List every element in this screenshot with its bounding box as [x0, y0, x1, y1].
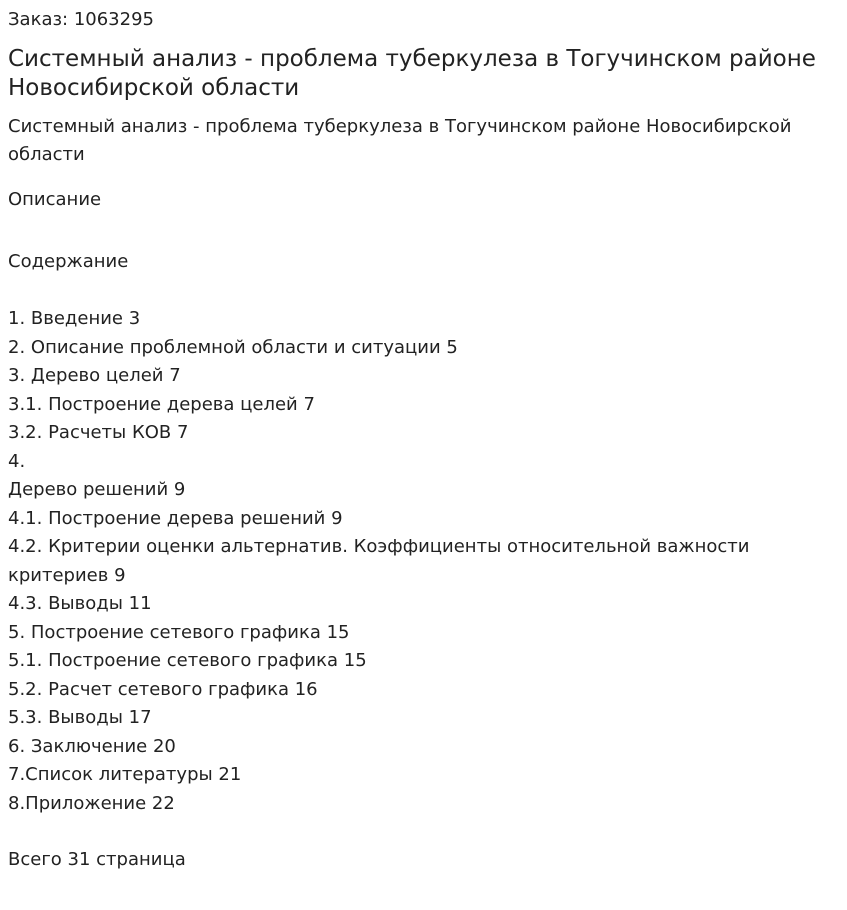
toc-item: 3. Дерево целей 7: [8, 365, 181, 386]
toc-item: 5.3. Выводы 17: [8, 707, 152, 728]
toc-item: 5.1. Построение сетевого графика 15: [8, 650, 367, 671]
toc-item: 6. Заключение 20: [8, 735, 176, 757]
toc-item: 5.2. Расчет сетевого графика 16: [8, 678, 318, 700]
document-subtitle: Системный анализ - проблема туберкулеза в Тогучинском районе Новосибирской области: [8, 116, 792, 165]
total-pages: Всего 31 страница: [8, 849, 186, 870]
toc-item: 4.1. Построение дерева решений 9: [8, 507, 343, 529]
toc-item: 4.2. Критерии оценки альтернатив. Коэффициенты относительной важности критериев 9: [8, 536, 750, 586]
toc-item: 2. Описание проблемной области и ситуации 5: [8, 336, 458, 358]
description-heading: Описание: [8, 189, 102, 210]
toc-item: 3.1. Построение дерева целей 7: [8, 393, 315, 415]
order-number: Заказ: 1063295: [8, 9, 154, 30]
toc-item: Дерево решений 9: [8, 479, 186, 500]
contents-heading: Содержание: [8, 251, 129, 272]
toc-item: 4.3. Выводы 11: [8, 593, 152, 614]
page-title: Системный анализ - проблема туберкулеза в Тогучинском районе Новосибирской области: [8, 46, 816, 101]
toc-item: 5. Построение сетевого графика 15: [8, 621, 350, 643]
toc-item: 8.Приложение 22: [8, 792, 175, 814]
table-of-contents: [8, 305, 839, 818]
toc-item: 3.2. Расчеты КОВ 7: [8, 422, 189, 443]
toc-item: 1. Введение 3: [8, 308, 141, 329]
toc-item: 7.Список литературы 21: [8, 764, 242, 785]
toc-item: 4.: [8, 450, 26, 472]
